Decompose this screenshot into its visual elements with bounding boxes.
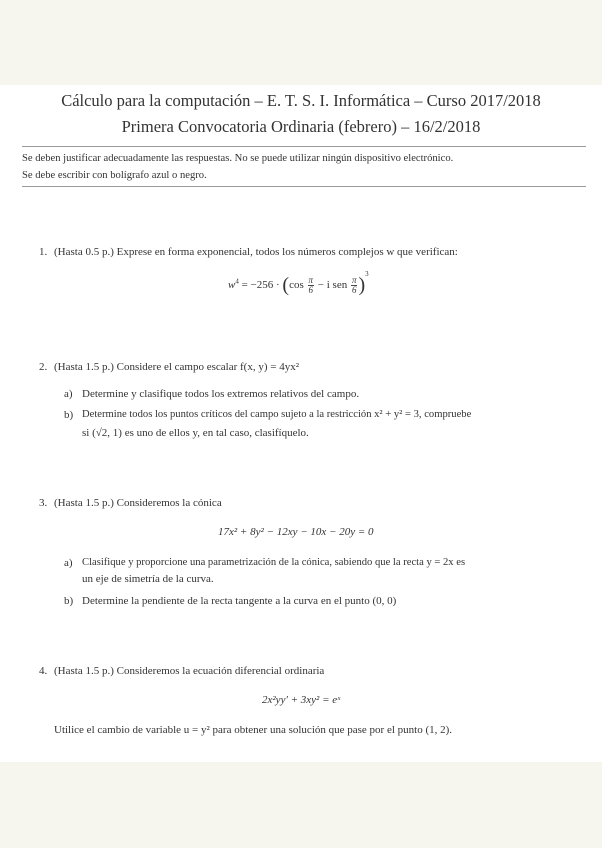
eq1-lhs: w [228,279,236,291]
question-4-equation: 2x²yy′ + 3xy² = eˣ [262,694,341,706]
eq1-lhs-exp: 4 [235,277,239,286]
question-2b-text: Determine todos los puntos críticos del campo sujeto a la restricción x² + y² = 3, compruebe [82,409,472,420]
question-4-statement: (Hasta 1.5 p.) Consideremos la ecuación diferencial ordinaria [54,665,325,677]
question-3b-label: b) [64,595,74,607]
bottom-divider [22,186,586,187]
eq1-rparen: ) [358,273,366,296]
eq1-frac-1-den: 6 [308,284,314,295]
eq1-frac-2-den: 6 [351,284,357,295]
question-4-number: 4. [39,665,48,677]
eq1-frac-2-num: π [351,274,357,285]
eq1-frac-1 [308,276,315,295]
question-2-statement: (Hasta 1.5 p.) Considere el campo escalar f(x, y) = 4yx² [54,361,300,373]
eq1-minus-isen: − i sen [317,279,348,291]
question-2b-label: b) [64,409,74,421]
eq1-outer-exp: 3 [365,270,369,278]
exam-subtitle: Primera Convocatoria Ordinaria (febrero) – 16/2/2018 [121,117,481,136]
question-1-equation [228,270,369,297]
question-2-number: 2. [39,361,48,373]
question-3-statement: (Hasta 1.5 p.) Consideremos la cónica [54,497,222,509]
question-3b-text: Determine la pendiente de la recta tangente a la curva en el punto (0, 0) [82,595,397,607]
question-1-statement: (Hasta 0.5 p.) Exprese en forma exponencial, todos los números complejos w que verifican: [54,246,458,258]
question-3a-text: Clasifique y proporcione una parametrización de la cónica, sabiendo que la recta y = 2x es [82,557,466,568]
question-3a-text-cont: un eje de simetría de la curva. [82,573,214,585]
exam-title: Cálculo para la computación – E. T. S. I. Informática – Curso 2017/2018 [61,91,541,110]
question-3-number: 3. [39,497,48,509]
eq1-cos: cos [289,279,304,291]
eq1-lparen: ( [282,273,290,296]
question-3-equation: 17x² + 8y² − 12xy − 10x − 20y = 0 [218,526,374,538]
eq1-frac-2 [351,276,358,295]
question-2b-text-cont: si (√2, 1) es uno de ellos y, en tal caso, clasifíquelo. [82,427,309,439]
question-2a-label: a) [64,388,73,400]
eq1-eq: = −256 · [241,279,280,291]
instructions-line-1: Se deben justificar adecuadamente las respuestas. No se puede utilizar ningún dispositivo electrónico. [22,153,454,164]
instructions-line-2: Se debe escribir con bolígrafo azul o negro. [22,170,207,181]
question-3a-label: a) [64,557,73,569]
question-4-closing: Utilice el cambio de variable u = y² para obtener una solución que pase por el punto (1, 2). [54,724,453,736]
question-2a-text: Determine y clasifique todos los extremos relativos del campo. [82,388,360,400]
eq1-frac-1-num: π [308,274,314,285]
question-1-number: 1. [39,246,48,258]
top-divider [22,146,586,147]
